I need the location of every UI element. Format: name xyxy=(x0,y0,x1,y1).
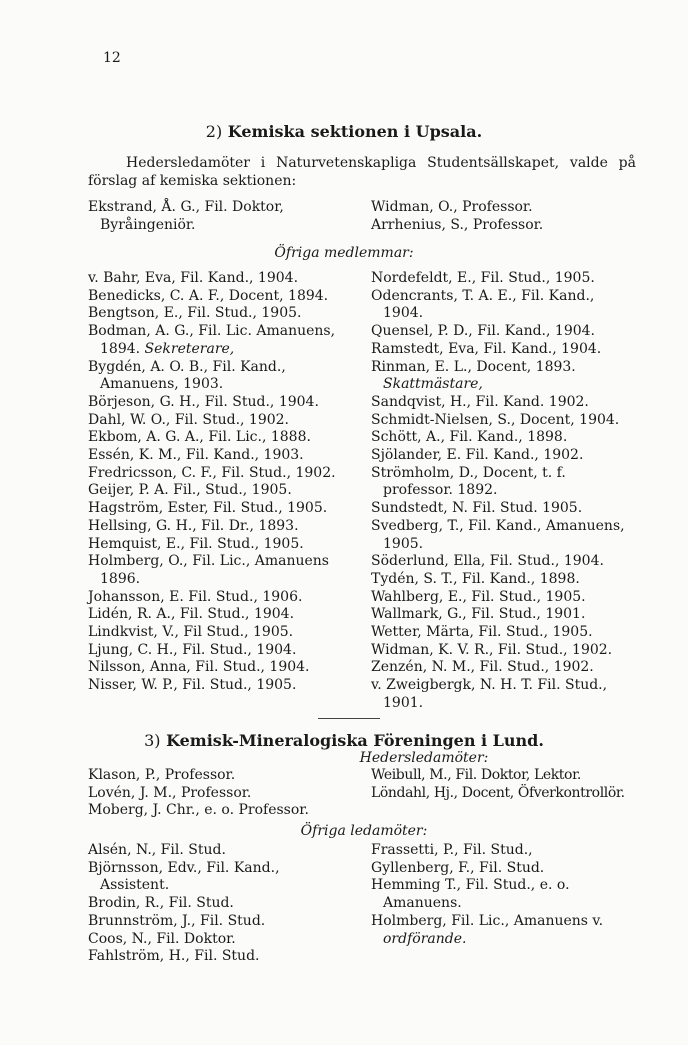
list-item: Schmidt-Nielsen, S., Docent, 1904. xyxy=(371,411,620,428)
list-item: Söderlund, Ella, Fil. Stud., 1904. xyxy=(371,553,604,570)
section-2-honorary-left xyxy=(88,199,350,234)
list-item: Löndahl, Hj., Docent, Öfverkontrollör. xyxy=(371,784,625,801)
section-divider xyxy=(318,718,380,719)
list-item: Sundstedt, N. Fil. Stud. 1905. xyxy=(371,500,583,517)
list-item: Lidén, R. A., Fil. Stud., 1904. xyxy=(88,606,295,623)
list-item: Wetter, Märta, Fil. Stud., 1905. xyxy=(371,624,593,641)
list-item: Tydén, S. T., Fil. Kand., 1898. xyxy=(371,570,580,587)
section-3-heading xyxy=(0,731,688,750)
list-item: Fahlström, H., Fil. Stud. xyxy=(88,948,260,965)
section-2-members-left xyxy=(88,270,350,695)
section-2-heading xyxy=(0,122,688,141)
list-item: Bengtson, E., Fil. Stud., 1905. xyxy=(88,305,302,322)
list-item: Lindkvist, V., Fil Stud., 1905. xyxy=(88,624,294,641)
list-item: Hagström, Ester, Fil. Stud., 1905. xyxy=(88,500,328,517)
list-item: Frassetti, P., Fil. Stud., xyxy=(371,842,533,858)
list-item: Hemquist, E., Fil. Stud., 1905. xyxy=(88,535,304,552)
list-item: Ramstedt, Eva, Fil. Kand., 1904. xyxy=(371,340,602,357)
section-2-honorary-right xyxy=(371,199,635,234)
section-2-title: Kemiska sektionen i Upsala. xyxy=(227,122,483,141)
list-item: Odencrants, T. A. E., Fil. Kand., 1904. xyxy=(371,287,595,322)
list-item: Benedicks, C. A. F., Docent, 1894. xyxy=(88,287,329,304)
list-item: Sjölander, E. Fil. Kand., 1902. xyxy=(371,447,584,464)
list-item: Ekbom, A. G. A., Fil. Lic., 1888. xyxy=(88,429,311,446)
list-item: v. Zweigbergk, N. H. T. Fil. Stud., 1901. xyxy=(371,677,608,711)
list-item: Arrhenius, S., Professor. xyxy=(371,216,544,233)
list-item: Holmberg, O., Fil. Lic., Amanuens 1896. xyxy=(88,553,329,587)
list-item: Dahl, W. O., Fil. Stud., 1902. xyxy=(88,411,290,428)
list-item: Widman, O., Professor. xyxy=(371,199,533,215)
list-item: Wallmark, G., Fil. Stud., 1901. xyxy=(371,606,586,623)
list-item: Strömholm, D., Docent, t. f. professor. 1892. xyxy=(371,464,566,499)
list-item: Nisser, W. P., Fil. Stud., 1905. xyxy=(88,677,297,694)
section-3-honorary-heading: Hedersledamöter: xyxy=(359,750,489,766)
list-item: Börjeson, G. H., Fil. Stud., 1904. xyxy=(88,393,319,410)
list-item: Alsén, N., Fil. Stud. xyxy=(88,842,226,858)
list-item: Weibull, M., Fil. Doktor, Lektor. xyxy=(371,767,581,783)
list-item: Hellsing, G. H., Fil. Dr., 1893. xyxy=(88,517,299,534)
section-3-number: 3) xyxy=(144,731,161,750)
list-item: Zenzén, N. M., Fil. Stud., 1902. xyxy=(371,659,594,676)
section-3-members-right xyxy=(371,842,635,948)
list-item: Rinman, E. L., Docent, 1893. xyxy=(371,358,576,375)
list-item: Nordefeldt, E., Fil. Stud., 1905. xyxy=(371,270,595,286)
list-item: Quensel, P. D., Fil. Kand., 1904. xyxy=(371,323,595,340)
list-item: Geijer, P. A. Fil., Stud., 1905. xyxy=(88,482,292,499)
list-item: Brodin, R., Fil. Stud. xyxy=(88,895,234,912)
list-item xyxy=(88,323,350,358)
role-label: Sekreterare, xyxy=(144,340,235,357)
section-2-other-heading: Öfriga medlemmar: xyxy=(274,245,414,261)
list-item: Svedberg, T., Fil. Kand., Amanuens, 1905. xyxy=(371,517,625,552)
list-item: Lovén, J. M., Professor. xyxy=(88,784,252,801)
section-3-members-left xyxy=(88,842,350,966)
role-label: ordförande. xyxy=(383,930,467,947)
list-item: Nilsson, Anna, Fil. Stud., 1904. xyxy=(88,659,310,676)
list-item: Johansson, E. Fil. Stud., 1906. xyxy=(88,588,303,605)
page-number: 12 xyxy=(103,50,121,66)
section-3-other-heading: Öfriga ledamöter: xyxy=(300,823,428,839)
list-item: Schött, A., Fil. Kand., 1898. xyxy=(371,429,568,446)
list-item: Wahlberg, E., Fil. Stud., 1905. xyxy=(371,588,586,605)
list-item: Gyllenberg, F., Fil. Stud. xyxy=(371,859,545,876)
entry-text: Bodman, A. G., Fil. Lic. Amanuens, 1894. xyxy=(88,323,336,357)
section-2-number: 2) xyxy=(205,122,223,141)
list-item: Brunnström, J., Fil. Stud. xyxy=(88,912,266,929)
list-item: Widman, K. V. R., Fil. Stud., 1902. xyxy=(371,641,613,658)
list-item: Holmberg, Fil. Lic., Amanuens v. xyxy=(371,912,604,929)
list-item: v. Bahr, Eva, Fil. Kand., 1904. xyxy=(88,270,299,286)
section-3-honorary-left xyxy=(88,767,350,820)
list-item: Essén, K. M., Fil. Kand., 1903. xyxy=(88,447,304,464)
section-3-title: Kemisk-Mineralogiska Föreningen i Lund. xyxy=(166,731,544,750)
list-item: Moberg, J. Chr., e. o. Professor. xyxy=(88,802,309,819)
list-item: Fredricsson, C. F., Fil. Stud., 1902. xyxy=(88,464,336,481)
section-2-intro xyxy=(88,154,636,190)
section-3-honorary-right xyxy=(371,767,646,802)
list-item: Björnsson, Edv., Fil. Kand., Assistent. xyxy=(88,859,280,894)
intro-paragraph: Hedersledamöter i Naturvetenskapliga Studentsällskapet, valde på förslag af kemiska sektionen: xyxy=(88,155,636,189)
list-item: Coos, N., Fil. Doktor. xyxy=(88,930,236,947)
list-item: Hemming T., Fil. Stud., e. o. Amanuens. xyxy=(371,877,570,912)
list-item: Ekstrand, Å. G., Fil. Doktor, Byråingeniör. xyxy=(88,199,284,233)
list-item: Bygdén, A. O. B., Fil. Kand., Amanuens, 1903. xyxy=(88,358,286,393)
list-item: Ljung, C. H., Fil. Stud., 1904. xyxy=(88,641,297,658)
list-item: Sandqvist, H., Fil. Kand. 1902. xyxy=(371,393,589,410)
list-item: Klason, P., Professor. xyxy=(88,767,236,783)
section-2-members-right xyxy=(371,270,635,713)
role-label: Skattmästare, xyxy=(383,376,483,393)
